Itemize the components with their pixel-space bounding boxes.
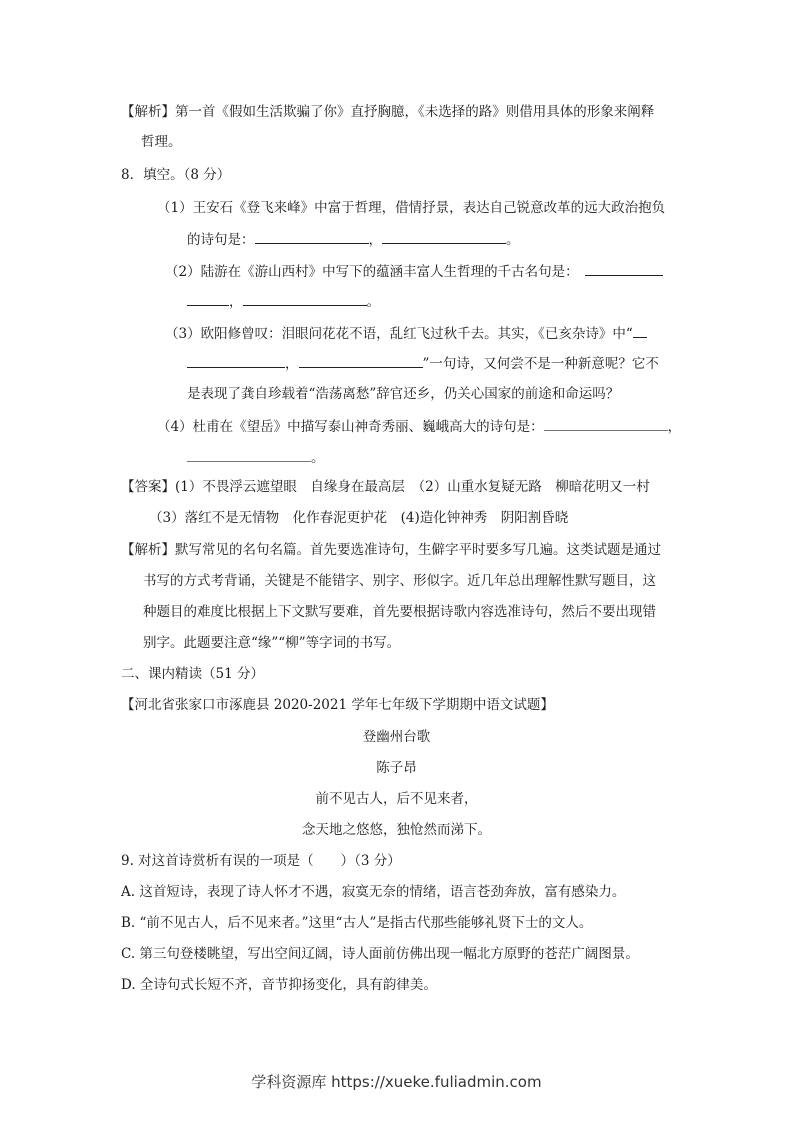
poem-author: 陈子昂 xyxy=(376,760,417,776)
q8-sub3-line2 xyxy=(187,353,659,373)
q8-sub1-line1: （1）王安石《登飞来峰》中富于哲理，借情抒景，表达自己锐意改革的远大政治抱负 xyxy=(157,200,666,216)
answer-blank[interactable] xyxy=(382,229,506,244)
poem-title: 登幽州台歌 xyxy=(362,729,431,745)
q8-sub2-text: （2）陆游在《游山西村》中写下的蕴涵丰富人生哲理的千古名句是： xyxy=(165,264,579,280)
q8-sub1-line2 xyxy=(187,229,520,249)
option-b[interactable]: B. “前不见古人，后不见来者。”这里“古人”是指古代那些能够礼贤下士的文人。 xyxy=(121,915,593,931)
analysis-line: 书写的方式考背诵，关键是不能错字、别字、形似字。近几年总出理解性默写题目，这 xyxy=(143,573,656,589)
analysis-line: 别字。此题要注意“缘”“柳”等字词的书写。 xyxy=(143,635,401,651)
answer-blank[interactable] xyxy=(187,291,229,306)
q8-sub1-prefix: 的诗句是： xyxy=(187,232,255,248)
analysis-line: 哲理。 xyxy=(141,134,182,150)
question-9-stem: 9. 对这首诗赏析有误的一项是（ ）（3 分） xyxy=(121,853,401,869)
option-a[interactable]: A. 这首短诗，表现了诗人怀才不遇，寂寞无奈的情绪，语言苍劲奔放，富有感染力。 xyxy=(121,884,626,900)
section-title: 二、课内精读（51 分） xyxy=(121,666,264,682)
answer-blank[interactable] xyxy=(585,261,663,276)
q8-sub2-end: 。 xyxy=(366,294,380,310)
q8-sub2-sep: ， xyxy=(229,294,243,310)
q8-sub1-end: 。 xyxy=(506,232,520,248)
q8-sub3-line3: 是表现了龚自珍载着“浩荡离愁”辞官还乡，仍关心国家的前途和命运吗？ xyxy=(187,386,620,402)
footer-watermark: 学科资源库 https://xueke.fuliadmin.com xyxy=(251,1073,542,1091)
q8-sub3-text: （3）欧阳修曾叹：泪眼问花花不语，乱红飞过秋千去。其实，《已亥杂诗》中“ xyxy=(165,326,633,342)
analysis-line: 【解析】默写常见的名句名篇。首先要选准诗句，生僻字平时要多写几遍。这类试题是通过 xyxy=(121,542,661,558)
q8-sub4-line1 xyxy=(157,416,681,436)
q8-sub2-line2 xyxy=(187,291,380,311)
answer-blank[interactable] xyxy=(255,229,369,244)
answer-blank[interactable] xyxy=(187,447,311,462)
q8-sub2-line1 xyxy=(165,261,663,281)
option-c[interactable]: C. 第三句登楼眺望，写出空间辽阔，诗人面前仿佛出现一幅北方原野的苍茫广阔图景。 xyxy=(121,946,639,962)
analysis-line: 【解析】第一首《假如生活欺骗了你》直抒胸臆，《未选择的路》则借用具体的形象来阐释 xyxy=(121,104,655,120)
option-d[interactable]: D. 全诗句式长短不齐，音节抑扬变化，具有韵律美。 xyxy=(121,977,437,993)
q8-sub1-sep: ， xyxy=(368,232,382,248)
q8-sub3-line1 xyxy=(165,323,647,343)
answer-blank[interactable] xyxy=(544,416,668,431)
answer-blank[interactable] xyxy=(299,353,423,368)
q8-sub4-end: 。 xyxy=(311,450,325,466)
answer-line: （3）落红不是无情物 化作春泥更护花 (4)造化钟神秀 阴阳割昏晓 xyxy=(149,510,569,526)
q8-sub4-sep: ， xyxy=(667,419,682,435)
answer-line: 【答案】(1）不畏浮云遮望眼 自缘身在最高层 （2）山重水复疑无路 柳暗花明又一村 xyxy=(121,479,650,495)
q8-sub3-sep: ， xyxy=(285,356,299,372)
exam-source: 【河北省张家口市涿鹿县 2020-2021 学年七年级下学期期中语文试题】 xyxy=(121,697,554,713)
answer-blank[interactable] xyxy=(633,323,647,338)
q8-sub4-line2 xyxy=(187,447,325,467)
answer-blank[interactable] xyxy=(187,353,285,368)
poem-line: 念天地之悠悠，独怆然而涕下。 xyxy=(302,822,491,838)
q8-sub3-tail: ”一句诗，又何尝不是一种新意呢？它不 xyxy=(422,356,659,372)
analysis-line: 种题目的难度比根据上下文默写要难，首先要根据诗歌内容选准诗句，然后不要出现错 xyxy=(143,604,656,620)
poem-line: 前不见古人，后不见来者， xyxy=(315,791,478,807)
question-8-title: 8．填空。（8 分） xyxy=(121,167,231,183)
answer-blank[interactable] xyxy=(243,291,367,306)
q8-sub4-text: （4）杜甫在《望岳》中描写泰山神奇秀丽、巍峨高大的诗句是： xyxy=(157,419,544,435)
